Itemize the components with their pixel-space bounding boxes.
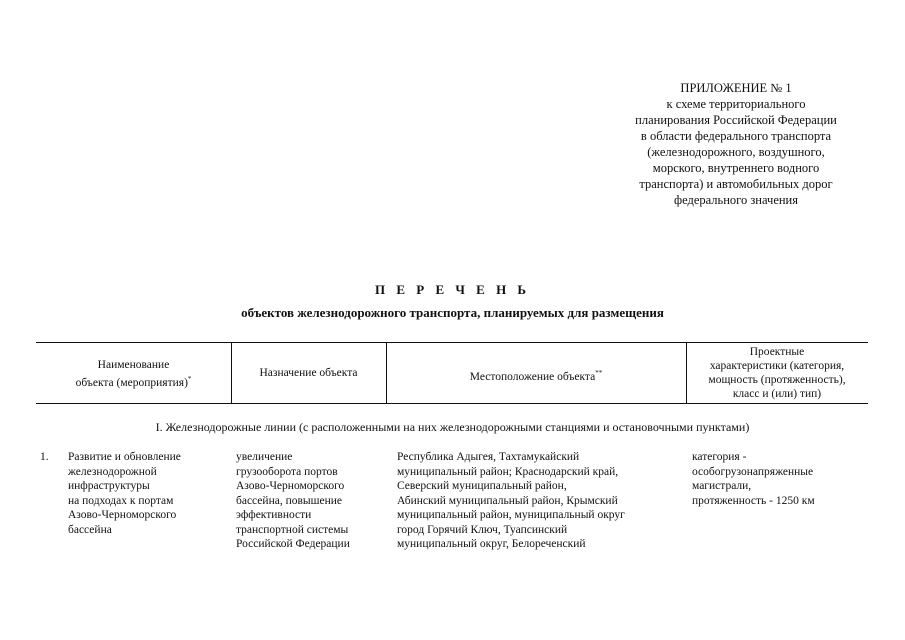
cell-line: бассейна, повышение [236, 494, 343, 507]
appendix-line: (железнодорожного, воздушного, [647, 145, 825, 159]
appendix-header [596, 80, 876, 208]
appendix-line: транспорта) и автомобильных дорог [639, 177, 833, 191]
cell-line: Азово-Черноморского [68, 509, 177, 521]
table-header-bottom-border [36, 403, 868, 404]
row-number: 1. [40, 451, 49, 463]
cell-line: Азово-Черноморского [236, 480, 345, 492]
cell-line: Абинский муниципальный район, Крымский [397, 494, 618, 507]
header-location-text: Местоположение объекта [469, 370, 596, 383]
cell-line: транспортной системы [236, 523, 349, 536]
cell-line: особогрузонапряженные [692, 465, 814, 478]
cell-line: Российской Федерации [236, 538, 350, 550]
cell-line: город Горячий Ключ, Туапсинский [397, 523, 568, 536]
row-purpose [236, 450, 350, 552]
header-characteristics-line: характеристики (категория, [709, 360, 845, 372]
header-location [386, 366, 686, 384]
row-object-name [68, 450, 181, 537]
cell-line: эффективности [236, 509, 312, 521]
document-subtitle: объектов железнодорожного транспорта, планируемых для размещения [241, 305, 664, 320]
cell-line: увеличение [236, 451, 293, 463]
cell-line: муниципальный округ, Белореченский [397, 538, 586, 550]
row-location [397, 450, 625, 552]
appendix-line: к схеме территориального [666, 97, 806, 111]
header-purpose: Назначение объекта [259, 367, 358, 379]
section-title: I. Железнодорожные линии (с расположенными на них железнодорожными станциями и остановочными пунктами) [155, 420, 750, 434]
header-characteristics [686, 345, 868, 401]
cell-line: Северский муниципальный район, [397, 480, 567, 492]
header-name-line: Наименование [97, 359, 170, 371]
header-characteristics-line: мощность (протяженность), [708, 374, 846, 386]
table-top-border [36, 342, 868, 343]
cell-line: магистрали, [692, 480, 752, 492]
cell-line: протяженность - 1250 км [692, 494, 815, 507]
header-object-name [36, 358, 231, 390]
row-characteristics [692, 450, 815, 508]
cell-line: Республика Адыгея, Тахтамукайский [397, 451, 580, 463]
cell-line: Развитие и обновление [68, 451, 181, 463]
appendix-line: планирования Российской Федерации [635, 113, 837, 127]
cell-line: грузооборота портов [236, 465, 338, 478]
appendix-line: ПРИЛОЖЕНИЕ № 1 [680, 81, 792, 95]
header-name-line [36, 372, 231, 390]
header-characteristics-line: класс и (или) тип) [732, 388, 822, 400]
cell-line: категория - [692, 451, 747, 463]
appendix-line: морского, внутреннего водного [652, 161, 820, 175]
cell-line: муниципальный район; Краснодарский край, [397, 465, 619, 478]
cell-line: бассейна [68, 523, 112, 536]
cell-line: на подходах к портам [68, 494, 174, 507]
header-characteristics-line: Проектные [749, 346, 805, 358]
cell-line: муниципальный район, муниципальный округ [397, 509, 625, 521]
footnote-mark: * [187, 375, 192, 383]
cell-line: железнодорожной [68, 465, 157, 478]
footnote-mark: ** [595, 369, 603, 377]
appendix-line: федерального значения [673, 193, 798, 207]
header-name-text: объекта (мероприятия) [75, 376, 188, 389]
appendix-line: в области федерального транспорта [640, 129, 832, 143]
document-title: П Е Р Е Ч Е Н Ь [374, 282, 531, 297]
cell-line: инфраструктуры [68, 480, 150, 492]
